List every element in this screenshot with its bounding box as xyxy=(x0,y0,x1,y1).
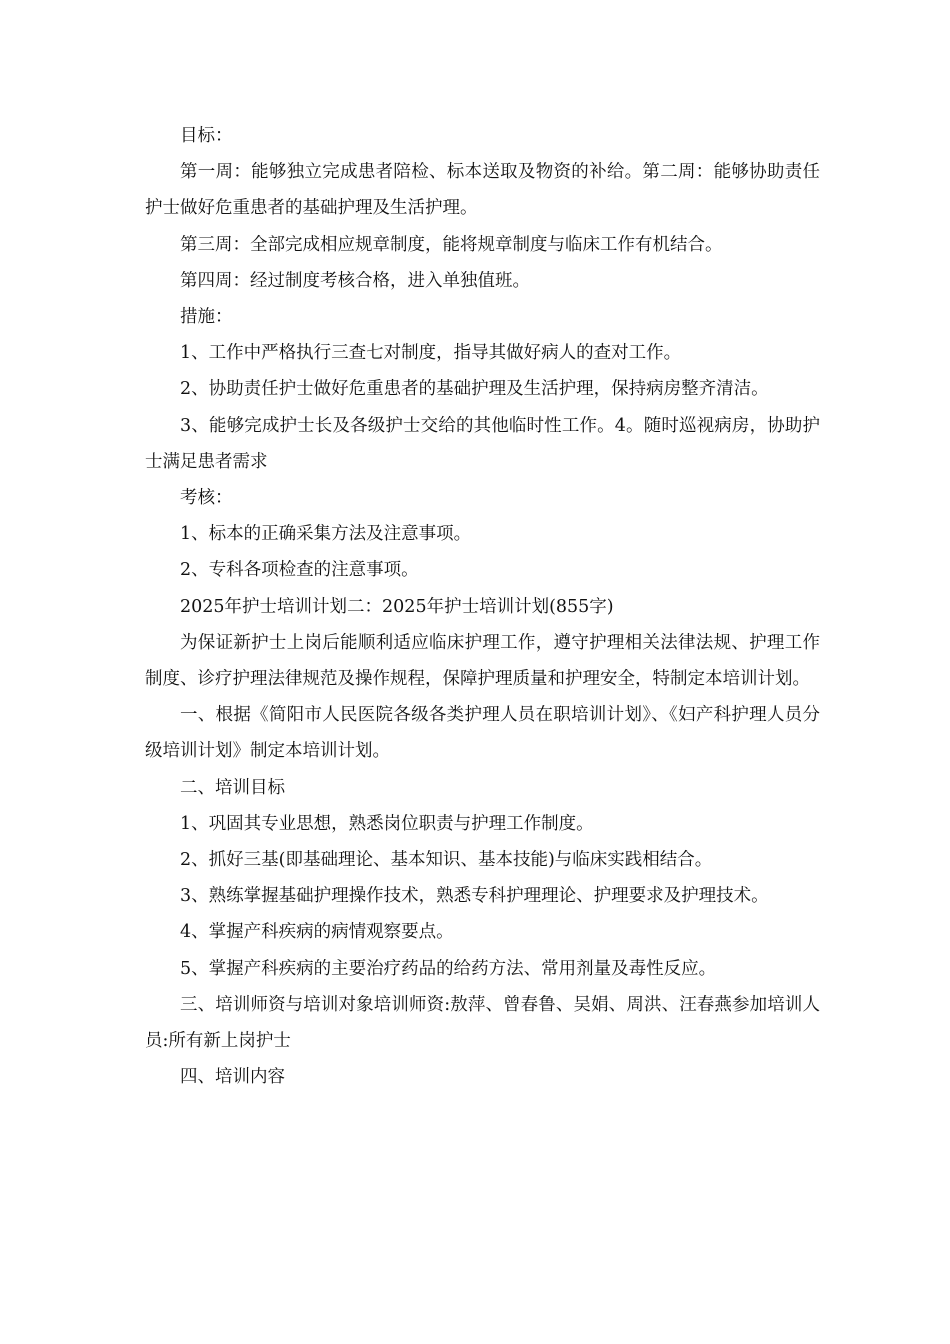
paragraph-week-4: 第四周：经过制度考核合格，进入单独值班。 xyxy=(180,270,530,291)
paragraph-target-3: 3、熟练掌握基础护理操作技术，熟悉专科护理理论、护理要求及护理技术。 xyxy=(180,886,769,907)
paragraph-week-3: 第三周：全部完成相应规章制度，能将规章制度与临床工作有机结合。 xyxy=(180,234,723,255)
paragraph-section-3: 三、培训师资与培训对象培训师资:敖萍、曾春鲁、吴娟、周洪、汪春燕参加培训人员:所有新上岗护士 xyxy=(145,994,820,1052)
paragraph-measures-heading: 措施： xyxy=(180,307,233,328)
paragraph-target-5: 5、掌握产科疾病的主要治疗药品的给药方法、常用剂量及毒性反应。 xyxy=(180,958,717,979)
paragraph-section-1: 一、根据《简阳市人民医院各级各类护理人员在职培训计划》、《妇产科护理人员分级培训计划》制定本培训计划。 xyxy=(145,705,820,762)
paragraph-measure-1: 1、工作中严格执行三查七对制度，指导其做好病人的查对工作。 xyxy=(180,343,682,364)
paragraph-target-4: 4、掌握产科疾病的病情观察要点。 xyxy=(180,922,454,943)
paragraph-assessment-2: 2、专科各项检查的注意事项。 xyxy=(180,560,419,581)
document-body xyxy=(145,118,820,1095)
paragraph-section-4-heading: 四、培训内容 xyxy=(180,1067,285,1088)
paragraph-target-2: 2、抓好三基(即基础理论、基本知识、基本技能)与临床实践相结合。 xyxy=(180,850,713,871)
paragraph-section-2-heading: 二、培训目标 xyxy=(180,777,285,798)
paragraph-measure-2: 2、协助责任护士做好危重患者的基础护理及生活护理，保持病房整齐清洁。 xyxy=(180,379,769,400)
paragraph-target-1: 1、巩固其专业思想，熟悉岗位职责与护理工作制度。 xyxy=(180,813,594,834)
paragraph-plan-two-title: 2025年护士培训计划二：2025年护士培训计划(855字) xyxy=(180,596,614,617)
paragraph-goal-heading: 目标： xyxy=(180,126,233,146)
paragraph-week-1-2: 第一周：能够独立完成患者陪检、标本送取及物资的补给。第二周：能够协助责任护士做好危重患者的基础护理及生活护理。 xyxy=(145,162,820,219)
paragraph-measure-3: 3、能够完成护士长及各级护士交给的其他临时性工作。4。随时巡视病房，协助护士满足患者需求 xyxy=(145,415,820,472)
paragraph-plan-intro: 为保证新护士上岗后能顺利适应临床护理工作，遵守护理相关法律法规、护理工作制度、诊疗护理法律规范及操作规程，保障护理质量和护理安全，特制定本培训计划。 xyxy=(145,632,820,690)
paragraph-assessment-1: 1、标本的正确采集方法及注意事项。 xyxy=(180,524,472,545)
paragraph-assessment-heading: 考核： xyxy=(180,488,233,509)
